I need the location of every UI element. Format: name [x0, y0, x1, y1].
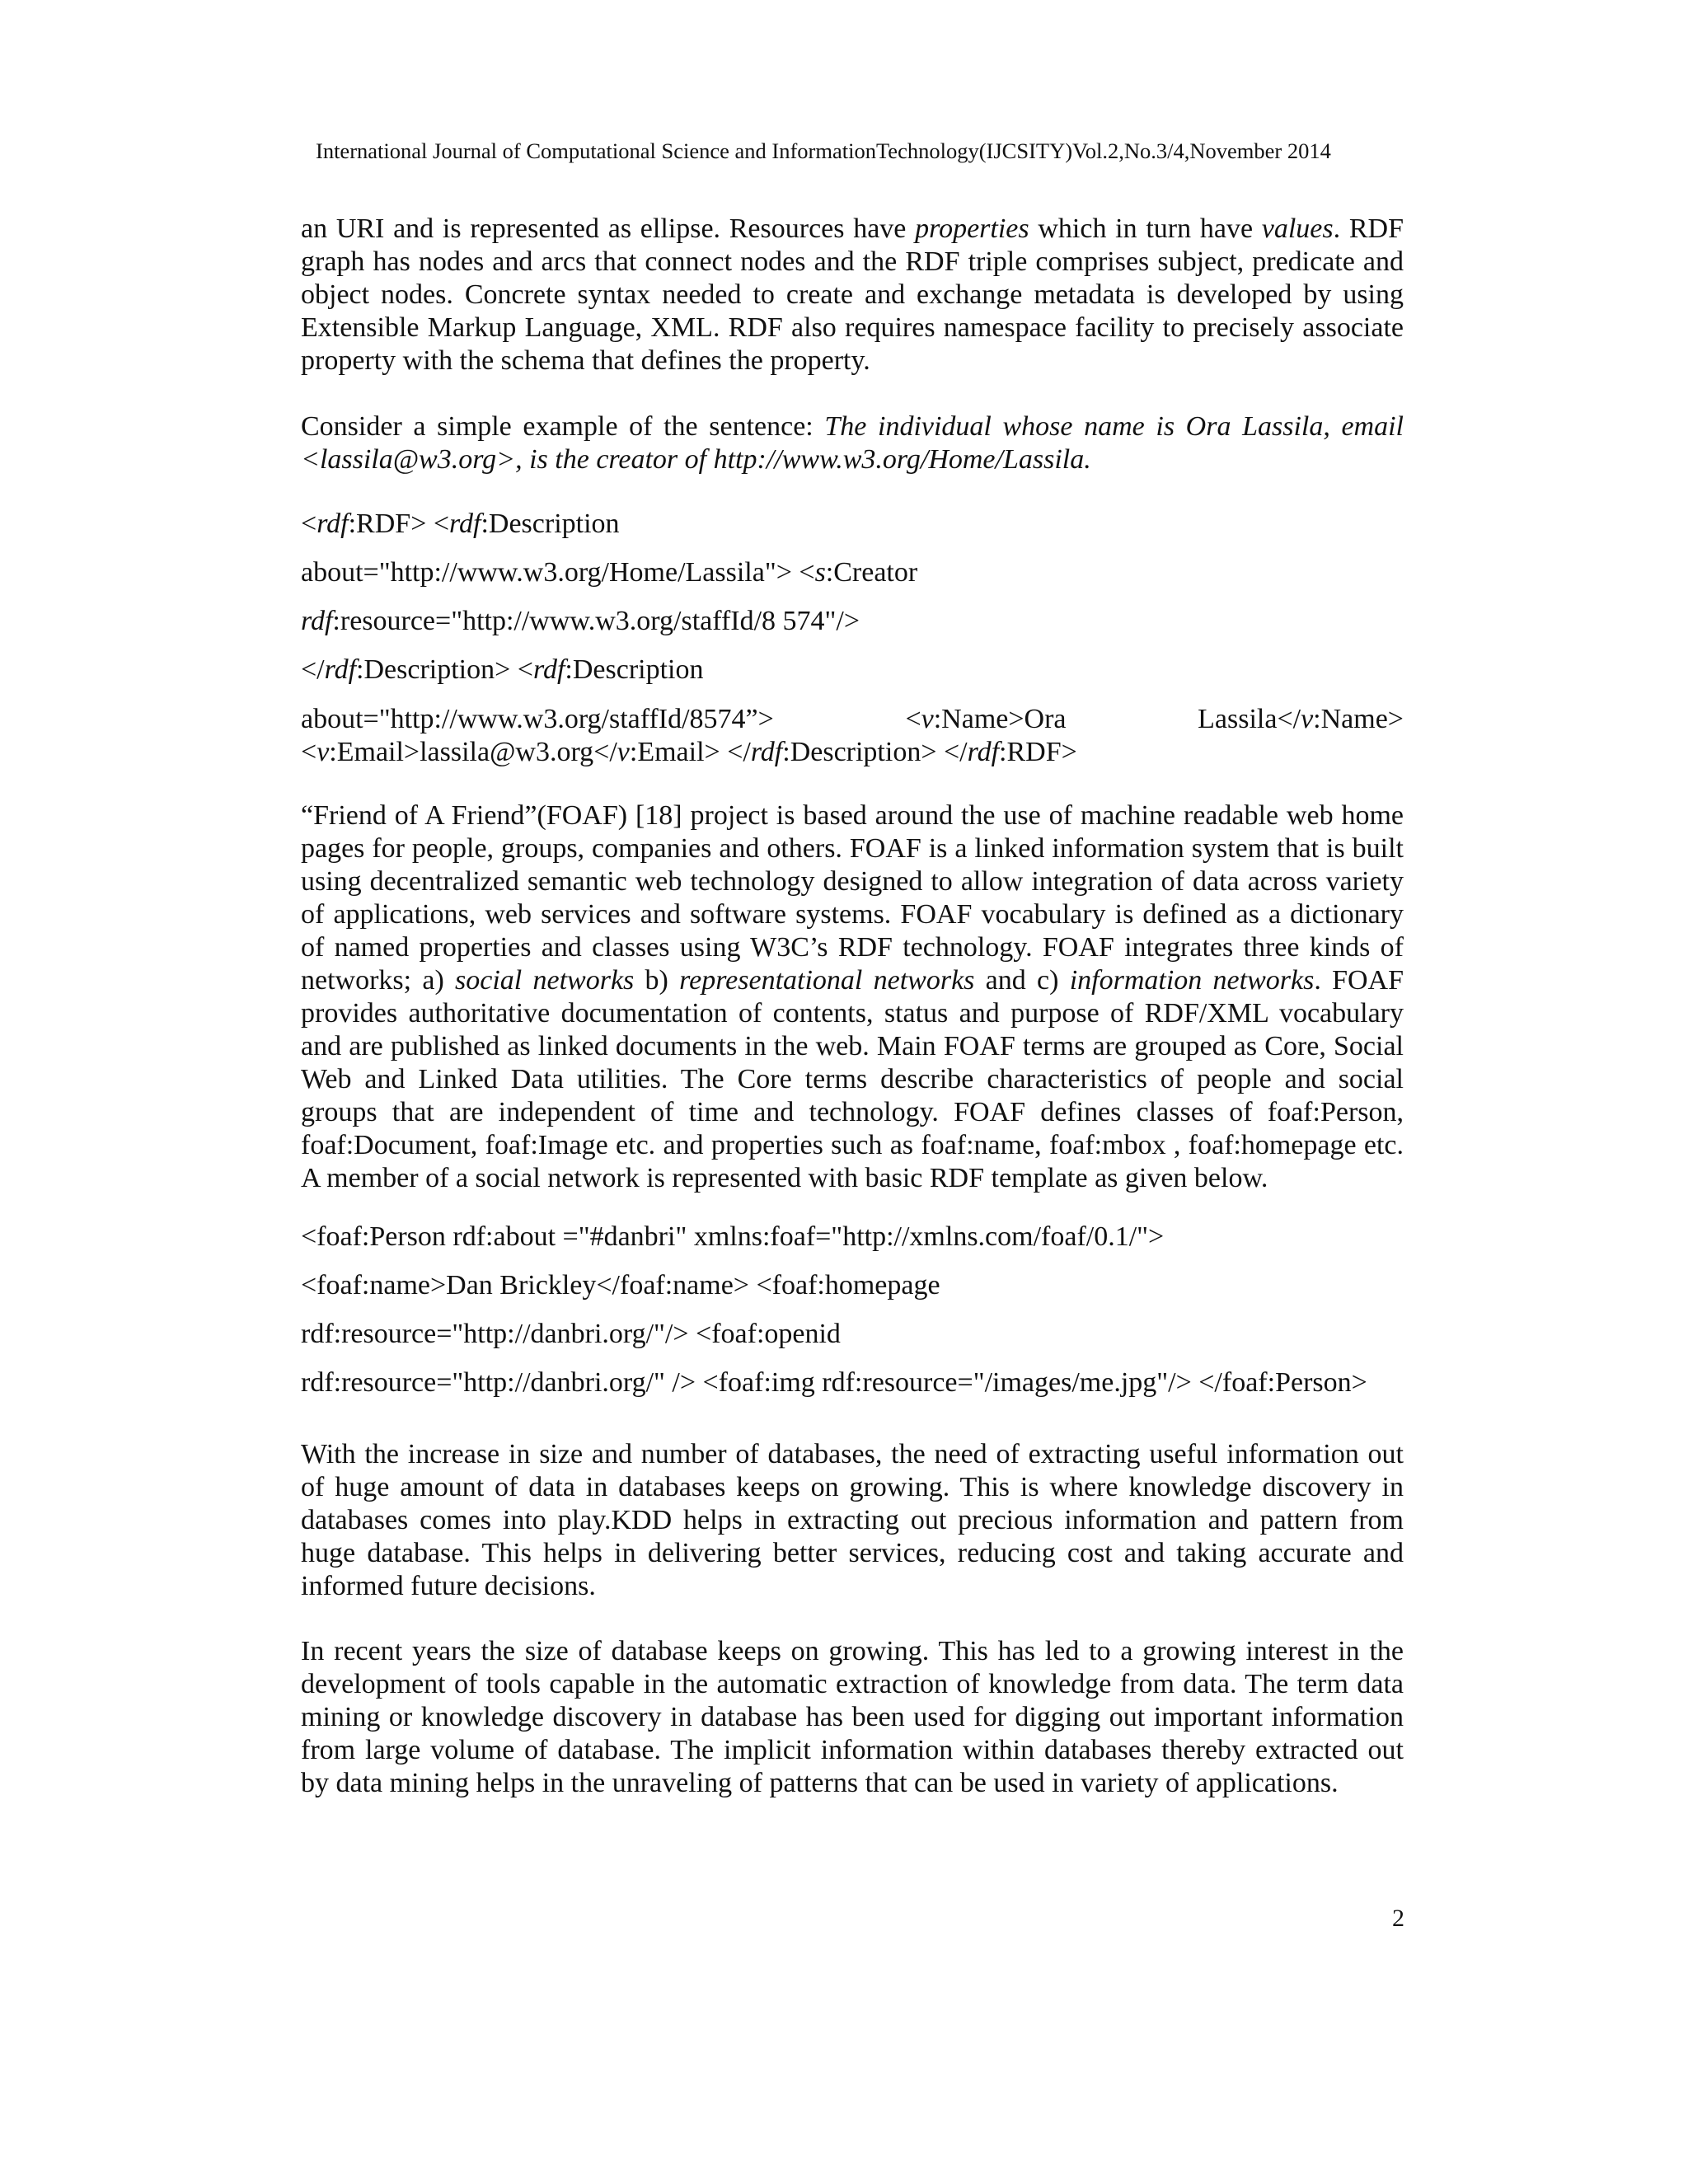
paragraph-rdf-intro — [301, 213, 1404, 377]
italic-term: values — [1261, 213, 1334, 244]
foaf-code-line-1: <foaf:Person rdf:about ="#danbri" xmlns:foaf="http://xmlns.com/foaf/0.1/"> — [301, 1221, 1165, 1252]
rdf-code-line-2: about="http://www.w3.org/Home/Lassila"> <s:Creator — [301, 557, 918, 588]
paragraph-kdd: With the increase in size and number of databases, the need of extracting useful information out of huge amount of data in databases keeps on growing. This is where knowledge discovery in databases comes into play.KDD helps in extracting out precious information and pattern from huge database. This helps in delivering better services, reducing cost and taking accurate and informed future decisions. — [301, 1439, 1404, 1601]
foaf-code-line-2: <foaf:name>Dan Brickley</foaf:name> <foaf:homepage — [301, 1270, 940, 1301]
text-run: . FOAF provides authoritative documentation of contents, status and purpose of RDF/XML vocabulary and are published as linked documents in the web. Main FOAF terms are grouped as Core, Social Web and Linked Data utilities. The Core terms describe characteristics of people and social groups that are independent of time and technology. FOAF defines classes of foaf:Person, foaf:Document, foaf:Image etc. and properties such as foaf:name, foaf:mbox , foaf:homepage etc. A member of a social network is represented with basic RDF template as given below. — [301, 965, 1404, 1193]
italic-term: properties — [915, 213, 1029, 244]
paragraph-data-mining: In recent years the size of database keeps on growing. This has led to a growing interest in the development of tools capable in the automatic extraction of knowledge from data. The term data mining or knowledge discovery in database has been used for digging out important information from large volume of database. The implicit information within databases thereby extracted out by data mining helps in the unraveling of patterns that can be used in variety of applications. — [301, 1636, 1404, 1798]
rdf-code-line-6: <v:Email>lassila@w3.org</v:Email> </rdf:Description> </rdf:RDF> — [301, 737, 1077, 767]
paragraph-example-sentence — [301, 410, 1404, 476]
paragraph-foaf — [301, 799, 1404, 1195]
rdf-name-open: <v:Name>Ora — [905, 704, 1067, 734]
italic-term: social networks — [455, 965, 635, 996]
text-run: and c) — [974, 965, 1070, 996]
text-run: Consider a simple example of the sentence: — [301, 411, 825, 442]
rdf-about-staff: about="http://www.w3.org/staffId/8574”> — [301, 704, 774, 734]
italic-example: The individual whose name is Ora Lassila, email <lassila@w3.org>, is the creator of http://www.w3.org/Home/Lassila. — [301, 411, 1404, 475]
rdf-code-line-5 — [301, 703, 1404, 736]
text-run: which in turn have — [1029, 213, 1262, 244]
page-number: 2 — [1392, 1905, 1404, 1932]
italic-term: information networks — [1069, 965, 1315, 996]
rdf-name-close: Lassila</v:Name> — [1198, 704, 1404, 734]
foaf-code-line-3: rdf:resource="http://danbri.org/"/> <foaf:openid — [301, 1319, 841, 1349]
italic-term: representational networks — [679, 965, 975, 996]
text-run: . RDF graph has nodes and arcs that connect nodes and the RDF triple comprises subject, predicate and object nodes. Concrete syntax needed to create and exchange metadata is developed by using Extensible Markup Language, XML. RDF also requires namespace facility to precisely associate property with the schema that defines the property. — [301, 213, 1404, 376]
rdf-code-line-3: rdf:resource="http://www.w3.org/staffId/8 574"/> — [301, 606, 860, 636]
text-run: an URI and is represented as ellipse. Resources have — [301, 213, 916, 244]
foaf-code-line-4: rdf:resource="http://danbri.org/" /> <foaf:img rdf:resource="/images/me.jpg"/> </foaf:Person> — [301, 1367, 1367, 1398]
rdf-code-line-1: <rdf:RDF> <rdf:Description — [301, 509, 620, 539]
text-run: b) — [634, 965, 680, 996]
rdf-code-line-4: </rdf:Description> <rdf:Description — [301, 654, 704, 685]
text-run: “Friend of A Friend”(FOAF) [18] project is based around the use of machine readable web home pages for people, groups, companies and others. FOAF is a linked information system that is built using decentralized semantic web technology designed to allow integration of data across variety of applications, web services and software systems. FOAF vocabulary is defined as a dictionary of named properties and classes using W3C’s RDF technology. FOAF integrates three kinds of networks; a) — [301, 800, 1404, 996]
journal-header: International Journal of Computational Science and InformationTechnology(IJCSITY)Vol.2,No.3/4,November 2014 — [316, 138, 1331, 163]
